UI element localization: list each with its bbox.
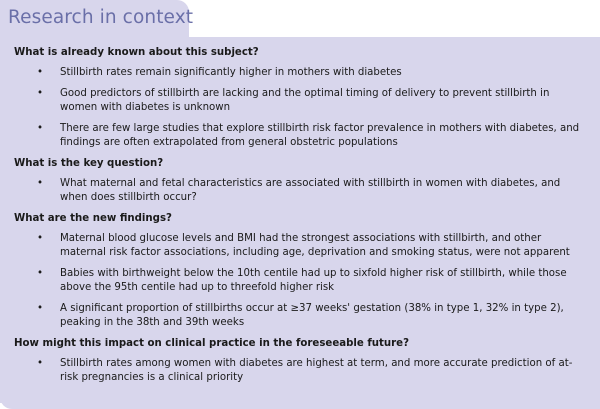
bullet-list bbox=[14, 232, 588, 330]
bullet-icon: • bbox=[37, 67, 44, 78]
list-item-text: Maternal blood glucose levels and BMI had the strongest associations with stillbirth, and other maternal risk factor associations, including age, deprivation and smoking status, were not apparent bbox=[60, 233, 570, 258]
bullet-list bbox=[14, 66, 588, 150]
panel-title: Research in context bbox=[8, 7, 194, 28]
list-item bbox=[14, 66, 588, 80]
section-new-findings bbox=[14, 212, 588, 330]
list-item-text: Babies with birthweight below the 10th centile had up to sixfold higher risk of stillbirth, while those above the 95th centile had up to threefold higher risk bbox=[60, 268, 567, 293]
bullet-list bbox=[14, 357, 588, 385]
section-clinical-impact bbox=[14, 337, 588, 385]
list-item bbox=[14, 122, 588, 150]
list-item-text: Stillbirth rates remain significantly higher in mothers with diabetes bbox=[60, 67, 402, 78]
bullet-icon: • bbox=[37, 233, 44, 244]
bullet-icon: • bbox=[37, 358, 44, 369]
bullet-icon: • bbox=[37, 123, 44, 134]
list-item bbox=[14, 267, 588, 295]
section-heading: How might this impact on clinical practice in the foreseeable future? bbox=[14, 338, 409, 349]
list-item-text: A significant proportion of stillbirths occur at ≥37 weeks' gestation (38% in type 1, 32% in type 2), peaking in the 38th and 39th weeks bbox=[60, 303, 564, 328]
list-item bbox=[14, 87, 588, 115]
section-heading: What is the key question? bbox=[14, 158, 164, 169]
panel-body bbox=[0, 37, 600, 403]
section-key-question bbox=[14, 157, 588, 205]
section-heading: What is already known about this subject? bbox=[14, 47, 259, 58]
list-item bbox=[14, 357, 588, 385]
list-item bbox=[14, 177, 588, 205]
list-item bbox=[14, 232, 588, 260]
list-item bbox=[14, 302, 588, 330]
bullet-icon: • bbox=[37, 178, 44, 189]
bullet-icon: • bbox=[37, 88, 44, 99]
list-item-text: There are few large studies that explore stillbirth risk factor prevalence in mothers with diabetes, and findings are often extrapolated from general obstetric populations bbox=[60, 123, 580, 148]
bullet-icon: • bbox=[37, 268, 44, 279]
bullet-list bbox=[14, 177, 588, 205]
panel-title-tab bbox=[0, 0, 194, 40]
bullet-icon: • bbox=[37, 303, 44, 314]
list-item-text: What maternal and fetal characteristics are associated with stillbirth in women with diabetes, and when does stillbirth occur? bbox=[60, 178, 561, 203]
section-heading: What are the new findings? bbox=[14, 213, 172, 224]
list-item-text: Stillbirth rates among women with diabetes are highest at term, and more accurate prediction of at-risk pregnancies is a clinical priority bbox=[60, 358, 573, 383]
list-item-text: Good predictors of stillbirth are lacking and the optimal timing of delivery to prevent stillbirth in women with diabetes is unknown bbox=[60, 88, 550, 113]
section-known bbox=[14, 46, 588, 150]
